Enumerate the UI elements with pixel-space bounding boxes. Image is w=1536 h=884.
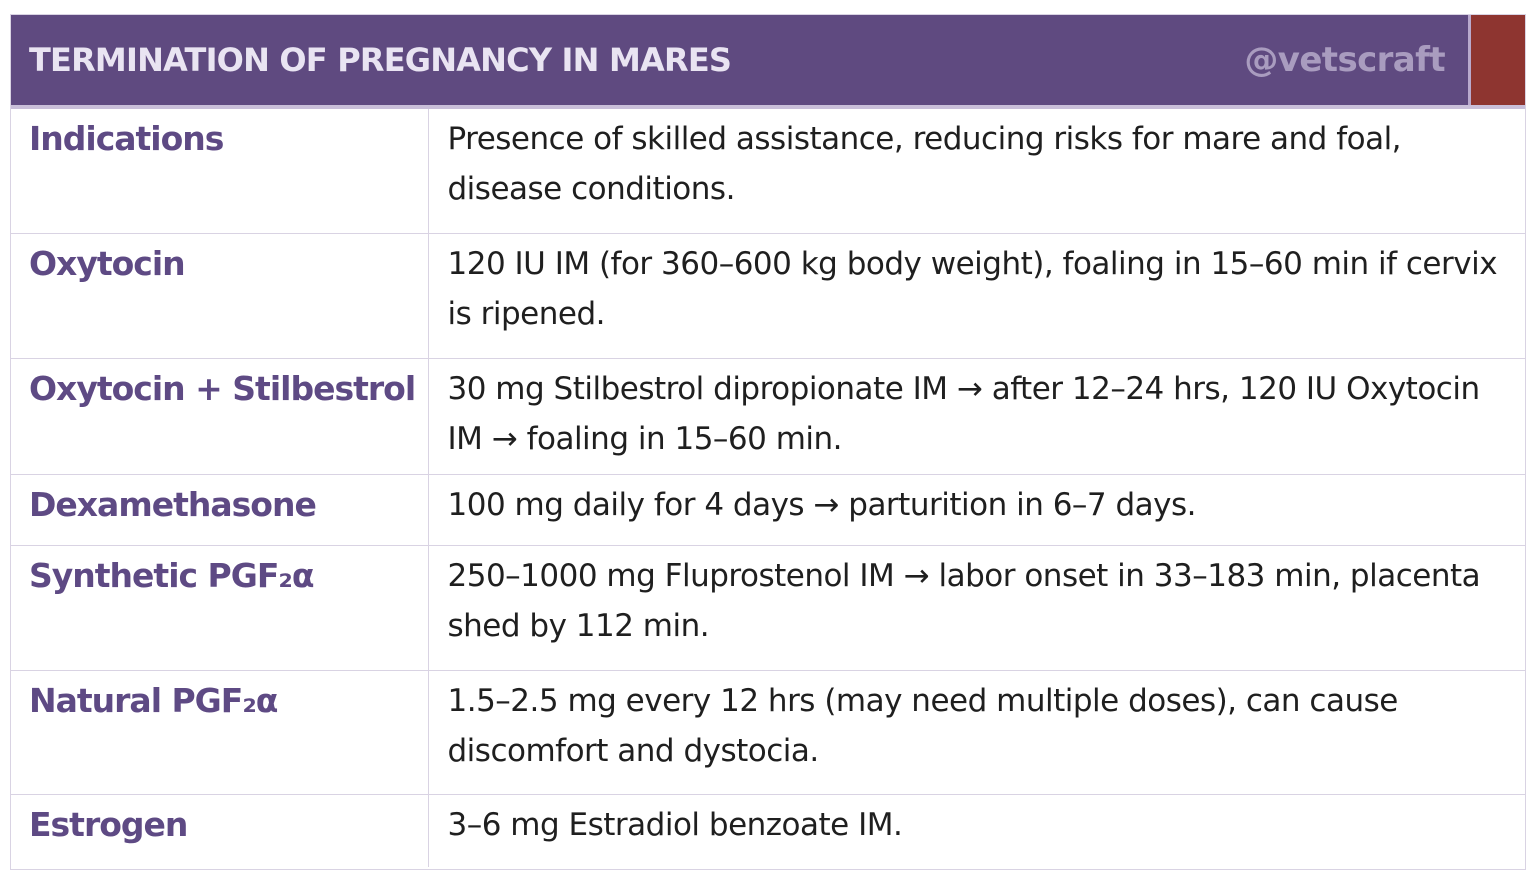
row-description: 250–1000 mg Fluprostenol IM → labor onset in 33–183 min, placenta shed by 112 min. <box>428 545 1525 670</box>
row-description: 120 IU IM (for 360–600 kg body weight), foaling in 15–60 min if cervix is ripened. <box>428 233 1525 358</box>
row-label: Natural PGF₂α <box>11 670 428 794</box>
table-row <box>11 474 1525 545</box>
row-description: 30 mg Stilbestrol dipropionate IM → after 12–24 hrs, 120 IU Oxytocin IM → foaling in 15–60 min. <box>428 358 1525 474</box>
info-table <box>11 109 1525 867</box>
row-description: 100 mg daily for 4 days → parturition in 6–7 days. <box>428 474 1525 545</box>
table-row <box>11 233 1525 358</box>
header-bar <box>11 15 1525 109</box>
row-description: Presence of skilled assistance, reducing risks for mare and foal, disease conditions. <box>447 121 1402 207</box>
row-description: 3–6 mg Estradiol benzoate IM. <box>428 794 1525 867</box>
row-label: Oxytocin <box>11 233 428 358</box>
table-row <box>11 670 1525 794</box>
table-row <box>11 358 1525 474</box>
page-title: TERMINATION OF PREGNANCY IN MARES <box>29 41 732 79</box>
row-label: Indications <box>11 109 428 233</box>
row-label: Dexamethasone <box>11 474 428 545</box>
row-description: 1.5–2.5 mg every 12 hrs (may need multiple doses), can cause discomfort and dystocia. <box>428 670 1525 794</box>
social-handle: @vetscraft <box>1244 40 1445 80</box>
table-row <box>11 545 1525 670</box>
accent-block <box>1468 15 1525 105</box>
row-label: Oxytocin + Stilbestrol <box>11 358 428 474</box>
row-label: Estrogen <box>11 794 428 867</box>
table-row <box>11 794 1525 867</box>
table-row <box>11 109 1525 233</box>
info-card <box>10 14 1526 870</box>
row-label: Synthetic PGF₂α <box>11 545 428 670</box>
